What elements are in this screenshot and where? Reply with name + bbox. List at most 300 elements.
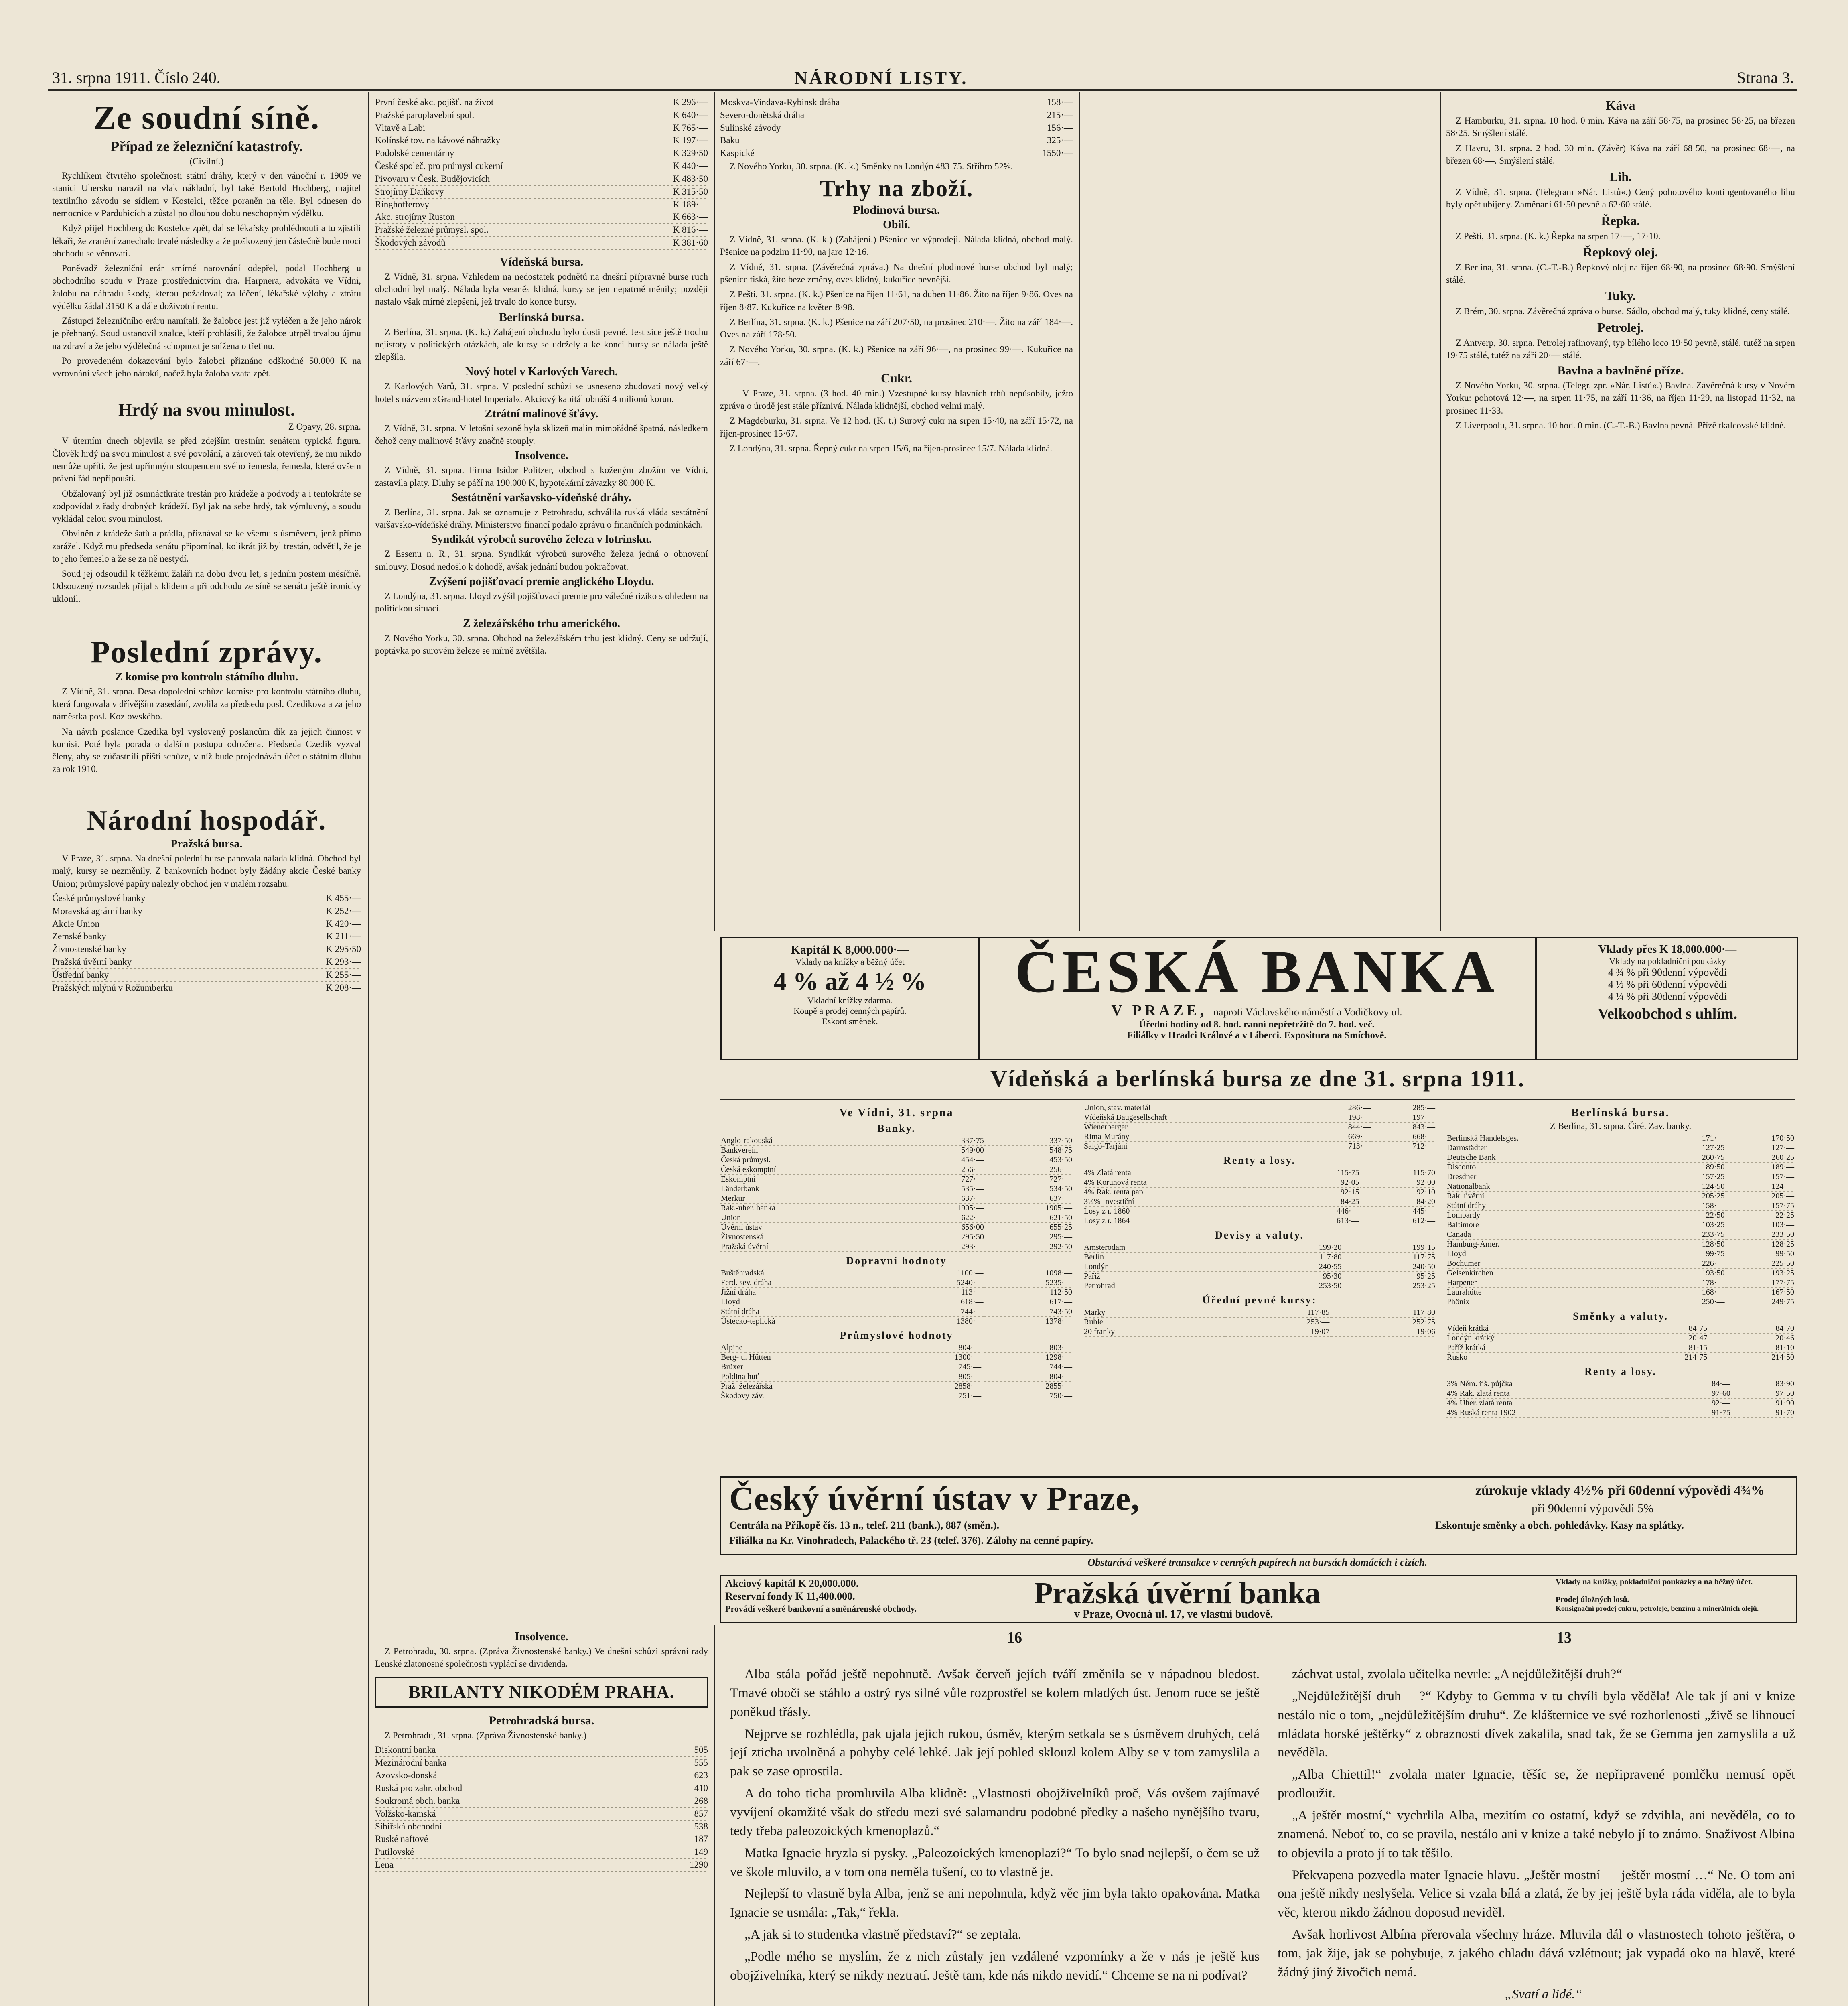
row-value: 170·50 <box>1725 1134 1795 1143</box>
quote-row: Ruské naftové 187 <box>375 1833 708 1846</box>
row-label: Laurahütte <box>1446 1288 1656 1297</box>
article-title: Sestátnění varšavsko-vídeňské dráhy. <box>452 491 631 504</box>
article-paragraph: Z Nového Yorku, 30. srpna. Obchod na železářském trhu jest klidný. Ceny se udržují, poptávka po surovém železe se mírně zvětšila. <box>375 633 708 656</box>
ad-rate-line: 4 ¾ % při 90denní výpovědi <box>1608 966 1727 978</box>
novel-paragraph: „Nejdůležitější druh —?“ Kdyby to Gemma v tu chvíli byla věděla! Ale tak jí ani v knize nestálo nic o tom, „nejdůležitějším druhu“. Ze klášternice ve své rozhorlenosti „živě se lihnoucí mládata horské ještěrky“ z obraznosti dívek zakalila, snad tak, že se Gemma jen zamyslila a už nevěděla. <box>1278 1689 1795 1760</box>
table-row <box>1446 1324 1795 1334</box>
row-value: 621·50 <box>985 1213 1073 1223</box>
issue-date: 31. srpna 1911. Číslo 240. <box>52 69 221 87</box>
novel-paragraph: „Podle mého se myslím, že z nich zůstaly jen vzdálené vzpomínky a že v nás je ještě kus obojživelníka, který se nikdy neztratí. Ještě tam, kde nás nikdo nevidí.“ Chceme se na ni podívat? <box>730 1949 1260 1983</box>
row-label: Buštěhradská <box>720 1269 895 1278</box>
row-label: Disconto <box>1446 1163 1656 1172</box>
row-value: 1905·— <box>897 1204 985 1213</box>
article-paragraph: Z Berlína, 31. srpna. (K. k.) Pšenice na září 207·50, na prosinec 210·—. Žito na září 184·—. Oves na září 178·50. <box>720 317 1073 340</box>
row-value: 84·20 <box>1360 1197 1436 1207</box>
ad-interest-rate: 4 % až 4 ½ % <box>773 967 927 995</box>
row-value: 157·25 <box>1656 1172 1726 1182</box>
ceska-banka-ad <box>720 937 1798 1060</box>
row-label: Marky <box>1083 1308 1225 1318</box>
row-value: 158·— <box>1656 1201 1726 1211</box>
quote-row: Soukromá obch. banka 268 <box>375 1795 708 1808</box>
table-row <box>720 1165 1073 1175</box>
ad-line: Vkladní knížky zdarma. <box>807 995 893 1006</box>
row-value: 844·— <box>1307 1123 1372 1132</box>
article-title: Insolvence. <box>515 449 568 462</box>
column-bursa-news <box>375 96 708 931</box>
article-dateline: Z Opavy, 28. srpna. <box>288 422 361 432</box>
table-row <box>1446 1143 1795 1153</box>
row-value: 177·75 <box>1725 1278 1795 1288</box>
row-value: 1100·— <box>895 1269 984 1278</box>
table-subheading: Úřední pevné kursy: <box>1202 1294 1317 1306</box>
row-value: 256·— <box>985 1165 1073 1175</box>
article-paragraph: Obžalovaný byl již osmnáctkráte trestán pro krádeže a podvody a i tentokráte se zodpovídal z řady drobných krádeží. Byl jak na sebe hrdý, tak výmluvný, a soudu vykládal celou svou minulost. <box>52 488 361 524</box>
bank-rate: při 90denní výpovědi 5% <box>1532 1502 1654 1515</box>
row-label: Eskomptní <box>720 1175 897 1184</box>
table-row <box>1083 1113 1436 1123</box>
data-table <box>1446 1324 1795 1362</box>
quote-row: Sibiřská obchodní 538 <box>375 1821 708 1833</box>
quote-row: České průmyslové banky K 455·— <box>52 892 361 905</box>
row-value: 669·— <box>1307 1132 1372 1142</box>
column-markets <box>1446 96 1795 931</box>
row-value: 534·50 <box>985 1184 1073 1194</box>
row-value: 225·50 <box>1725 1259 1795 1269</box>
table-row <box>1446 1269 1795 1278</box>
table-subheading: Z Berlína, 31. srpna. Čiré. Zav. banky. <box>1550 1121 1692 1131</box>
row-value: 286·— <box>1307 1103 1372 1113</box>
table-row <box>1083 1308 1436 1318</box>
feuilleton-page-number: 13 <box>1556 1629 1572 1646</box>
row-value: 256·— <box>897 1165 985 1175</box>
table-row <box>720 1391 1073 1401</box>
row-label: Rak.-uher. banka <box>720 1204 897 1213</box>
row-value: 91·90 <box>1731 1399 1795 1408</box>
table-row <box>1083 1188 1436 1197</box>
article-paragraph: Z Vídně, 31. srpna. V letošní sezoně byla sklizeň malin mimořádně špatná, následkem čehož ceny malinové šťávy značně stouply. <box>375 423 708 446</box>
quote-row: Strojírny Daňkovy K 315·50 <box>375 186 708 199</box>
quote-row: První české akc. pojišť. na život K 296·— <box>375 96 708 109</box>
ad-line: Provádí veškeré bankovní a směnárenské obchody. <box>725 1604 917 1614</box>
row-label: Anglo-rakouská <box>720 1136 897 1146</box>
data-table <box>720 1269 1073 1326</box>
row-label: Alpine <box>720 1343 891 1353</box>
article-paragraph: V Praze, 31. srpna. Na dnešní polední burse panovala nálada klidná. Obchod byl malý, kursy se nezměnily. Z bankovních hodnot byly žádány akcie České banky Union; průmyslové papíry nalezly obchod jen v malém rozsahu. <box>52 853 361 889</box>
table-row <box>720 1146 1073 1155</box>
row-value: 124·50 <box>1656 1182 1726 1192</box>
bank-name: Český úvěrní ústav v Praze, <box>729 1480 1140 1517</box>
article-title: Vídeňská bursa. <box>499 255 584 268</box>
bursa-title: Vídeňská a berlínská bursa ze dne 31. srpna 1911. <box>990 1066 1525 1092</box>
row-value: 1380·— <box>895 1317 984 1326</box>
row-label: Londýn <box>1083 1262 1249 1272</box>
row-label: Pražská úvěrní <box>720 1242 897 1252</box>
table-row <box>1446 1153 1795 1163</box>
table-row <box>720 1362 1073 1372</box>
table-row <box>720 1307 1073 1317</box>
table-row <box>1446 1163 1795 1172</box>
row-value: 260·25 <box>1725 1153 1795 1163</box>
row-label: Ústecko-teplická <box>720 1317 895 1326</box>
quote-row: Putilovské 149 <box>375 1846 708 1859</box>
masthead: NÁRODNÍ LISTY. <box>794 68 968 88</box>
row-label: Škodovy záv. <box>720 1391 891 1401</box>
article-title: Nový hotel v Karlových Varech. <box>465 365 618 378</box>
row-label: Lombardy <box>1446 1211 1656 1220</box>
table-subheading: Renty a losy. <box>1223 1155 1296 1166</box>
table-row <box>720 1269 1073 1278</box>
row-value: 535·— <box>897 1184 985 1194</box>
table-row <box>720 1353 1073 1362</box>
bank-name: Pražská úvěrní banka <box>1034 1576 1321 1610</box>
row-value: 92·— <box>1667 1399 1731 1408</box>
row-value: 618·— <box>895 1297 984 1307</box>
row-label: Česká eskomptní <box>720 1165 897 1175</box>
article-paragraph: Z Karlových Varů, 31. srpna. V poslední schůzi se usneseno zbudovati nový velký hotel s názvem »Grand-hotel Imperial«. Akciový kapitál obnáší 4 milionů korun. <box>375 381 708 404</box>
row-label: Länderbank <box>720 1184 897 1194</box>
table-row <box>720 1317 1073 1326</box>
quote-row: Moskva-Vindava-Rybinsk dráha 158·— <box>720 96 1073 109</box>
quote-row: Azovsko-donská 623 <box>375 1769 708 1782</box>
quote-row: Volžsko-kamská 857 <box>375 1808 708 1821</box>
row-value: 2858·— <box>891 1382 982 1391</box>
row-label: Dresdner <box>1446 1172 1656 1182</box>
ad-capital-block <box>722 938 980 1059</box>
quote-row: Zemské banky K 211·— <box>52 930 361 943</box>
bank-service: Eskontuje směnky a obch. pohledávky. Kasy na splátky. <box>1435 1519 1684 1531</box>
table-row <box>1083 1103 1436 1113</box>
data-table <box>1083 1103 1436 1151</box>
table-row <box>1083 1142 1436 1151</box>
table-row <box>1083 1197 1436 1207</box>
bank-name: ČESKÁ BANKA <box>1015 938 1499 1005</box>
table-subheading: Dopravní hodnoty <box>846 1255 947 1267</box>
row-value: 127·25 <box>1656 1143 1726 1153</box>
article-title: Řepka. <box>1601 213 1640 228</box>
vienna-table <box>720 1103 1073 1464</box>
row-value: 745·— <box>891 1362 982 1372</box>
table-subheading: Průmyslové hodnoty <box>840 1330 953 1341</box>
row-label: Ruble <box>1083 1318 1225 1327</box>
row-value: 445·— <box>1360 1207 1436 1216</box>
row-value: 197·— <box>1371 1113 1436 1123</box>
ad-line: Koupě a prodej cenných papírů. <box>793 1006 907 1016</box>
table-row <box>1446 1211 1795 1220</box>
row-value: 99·50 <box>1725 1249 1795 1259</box>
article-title: Cukr. <box>881 370 912 385</box>
table-row <box>720 1382 1073 1391</box>
table-row <box>1446 1201 1795 1211</box>
article-paragraph: Z Petrohradu, 31. srpna. (Zpráva Živnostenské banky.) <box>385 1730 587 1740</box>
quote-row: Škodových závodů K 381·60 <box>375 237 708 250</box>
quote-row: Pražských mlýnů v Rožumberku K 208·— <box>52 982 361 995</box>
column-rule <box>714 1625 715 2006</box>
data-table <box>1083 1243 1436 1291</box>
quote-row: Akc. strojírny Ruston K 663·— <box>375 211 708 224</box>
row-value: 91·70 <box>1731 1408 1795 1418</box>
feuilleton-left <box>730 1665 1260 2006</box>
column-rule <box>1440 92 1441 931</box>
table-row <box>1446 1288 1795 1297</box>
article-paragraph: Když přijel Hochberg do Kostelce zpět, dal se lékařsky prohlédnouti a tu zjistili lékaři, že zranění zanechalo trvalé následky a že poškozený jen částečně bude moci obchodu se věnovati. <box>52 223 361 258</box>
bank-city: V PRAZE, <box>1111 1002 1207 1019</box>
row-label: Bankverein <box>720 1146 897 1155</box>
row-value: 253·50 <box>1249 1281 1343 1291</box>
row-value: 655·25 <box>985 1223 1073 1232</box>
row-value: 22·25 <box>1725 1211 1795 1220</box>
row-value: 253·— <box>1225 1318 1331 1327</box>
row-label: 4% Rak. renta pap. <box>1083 1188 1284 1197</box>
row-value: 168·— <box>1656 1288 1726 1297</box>
data-table <box>720 1343 1073 1401</box>
quote-row: Vltavě a Labi K 765·— <box>375 122 708 135</box>
row-value: 613·— <box>1284 1216 1360 1226</box>
article-paragraph: Z Petrohradu, 30. srpna. (Zpráva Živnostenské banky.) Ve dnešní schůzi správní rady Lenské zlatonosné společnosti vyplácí se dividenda. <box>375 1646 708 1669</box>
article-paragraph: — V Praze, 31. srpna. (3 hod. 40 min.) Vzestupné kursy hlavních trhů nepůsobily, ježto zpráva o úrodě jest stále příznivá. Nálada klidnější, obchod velmi malý. <box>720 388 1073 411</box>
bank-address: Centrála na Příkopě čís. 13 n., telef. 211 (bank.), 887 (směn.). <box>729 1519 1000 1531</box>
row-label: Státní dráhy <box>1446 1201 1656 1211</box>
row-value: 750·— <box>982 1391 1073 1401</box>
table-row <box>1446 1278 1795 1288</box>
article-title: Berlínská bursa. <box>499 310 584 324</box>
table-row <box>720 1372 1073 1382</box>
table-row <box>1446 1334 1795 1343</box>
article-paragraph: Rychlíkem čtvrtého společnosti státní dráhy, který v den vánoční r. 1909 ve stanici Uhersku narazil na vlak nákladní, byl také Bertold Hochberg, majitel textilního závodu se sídlem v Kostelci, těžce poraněn na těle. Byl odnesen do nemocnice v Pardubicích a zůstal po dlouhou dobu neschopným výdělku. <box>52 171 361 218</box>
article-subtitle: Plodinová bursa. <box>853 203 940 217</box>
row-value: 84·25 <box>1284 1197 1360 1207</box>
row-label: 4% Zlatá renta <box>1083 1168 1284 1178</box>
article-title: Syndikát výrobců surového železa v lotrinsku. <box>431 533 652 546</box>
article-paragraph: Z Nového Yorku, 30. srpna. (Telegr. zpr. »Nár. Listů«.) Bavlna. Závěrečná kursy v Novém Yorku: pohotová 12·—, na srpen 11·75, na září 11·36, na říjen 11·29, na listopad 11·32, na prosinec 11·33. <box>1446 380 1795 416</box>
row-value: 5235·— <box>984 1278 1073 1288</box>
row-value: 97·60 <box>1667 1389 1731 1399</box>
section-title: Národní hospodář. <box>87 805 327 836</box>
article-title: Petrohradská bursa. <box>489 1714 594 1727</box>
article-paragraph: Z Nového Yorku, 30. srpna. (K. k.) Pšenice na září 96·—, na prosinec 99·—. Kukuřice na září 67·—. <box>720 344 1073 367</box>
row-label: Rak. úvěrní <box>1446 1192 1656 1201</box>
row-value: 1298·— <box>982 1353 1073 1362</box>
column-rule <box>1079 92 1080 931</box>
ad-line: Prodej úložných losů. <box>1556 1595 1629 1604</box>
ad-rate-line: 4 ¼ % při 30denní výpovědi <box>1608 991 1727 1002</box>
table-row <box>1446 1172 1795 1182</box>
row-value: 128·25 <box>1725 1240 1795 1249</box>
row-label: Petrohrad <box>1083 1281 1249 1291</box>
row-value: 656·00 <box>897 1223 985 1232</box>
novel-paragraph: „A ještěr mostní,“ vychrlila Alba, mezitím co ostatní, když se zdvihla, ani nevěděla, co to znamená. Neboť to, co se pravila, nestálo ani v knize a také nebylo jí to známo. Snaživost Albina to objevila a proto jí to tak těšilo. <box>1278 1808 1795 1860</box>
row-value: 117·80 <box>1330 1308 1436 1318</box>
table-row <box>1083 1253 1436 1262</box>
row-value: 253·25 <box>1342 1281 1436 1291</box>
article-paragraph: Zástupci železničního eráru namítali, že žalobce jest již vyléčen a že jeho nárok je přehnaný. Soud ustanovil znalce, kteří prohlásili, že žalobce utrpěl trvalou újmu na zdraví a že jeho výdělečná schopnost je snížena o třetinu. <box>52 316 361 351</box>
article-paragraph: Poněvadž železniční erár smírné narovnání odepřel, podal Hochberg u obchodního soudu v Praze prostřednictvím dra. Harpnera, advokáta ve Vídni, žalobu na náhradu škody, kterou požadoval; za léčení, lékařské výlohy a ztrátu výdělku žádal 3150 K a dále doživotní rentu. <box>52 263 361 311</box>
row-value: 92·15 <box>1284 1188 1360 1197</box>
row-value: 240·55 <box>1249 1262 1343 1272</box>
row-value: 295·50 <box>897 1232 985 1242</box>
novel-paragraph: Alba stála pořád ještě nepohnutě. Avšak červeň jejích tváří změnila se v nápadnou bledost. Tmavé oboči se stáhlo a ostrý rys silné vůle rozprostřel se kolem mladých úst. Jenom ruce se ještě poněkud třásly. <box>730 1667 1260 1719</box>
row-value: 95·25 <box>1342 1272 1436 1281</box>
row-value: 453·50 <box>985 1155 1073 1165</box>
column-rule <box>368 92 369 2006</box>
section-title: Ze soudní síně. <box>93 99 320 136</box>
row-value: 454·— <box>897 1155 985 1165</box>
row-label: Berlín <box>1083 1253 1249 1262</box>
row-value: 292·50 <box>985 1242 1073 1252</box>
quote-row: Ústřední banky K 255·— <box>52 969 361 982</box>
table-row <box>1446 1353 1795 1362</box>
ad-bank-name-block <box>980 938 1534 1059</box>
novel-footer: „Svatí a lidé.“ <box>1505 1987 1582 2002</box>
table-row <box>1446 1343 1795 1353</box>
row-value: 233·50 <box>1725 1230 1795 1240</box>
row-label: Brüxer <box>720 1362 891 1372</box>
row-label: 4% Korunová renta <box>1083 1178 1284 1188</box>
section-title: Poslední zprávy. <box>90 634 323 669</box>
bank-branches: Filiálky v Hradci Králové a v Liberci. Expositura na Smíchově. <box>1127 1030 1387 1041</box>
bank-branch: Filiálka na Kr. Vinohradech, Palackého tř. 23 (telef. 376). Zálohy na cenné papíry. <box>729 1535 1093 1546</box>
row-value: 19·06 <box>1330 1327 1436 1337</box>
row-value: 205·— <box>1725 1192 1795 1201</box>
quote-row: Podolské cementárny K 329·50 <box>375 147 708 160</box>
row-value: 214·75 <box>1621 1353 1708 1362</box>
row-value: 805·— <box>891 1372 982 1382</box>
data-table <box>1446 1134 1795 1307</box>
bank-address: naproti Václavského náměstí a Vodičkovy ul. <box>1213 1006 1402 1018</box>
article-title: Hrdý na svou minulost. <box>118 400 295 420</box>
row-label: 4% Uher. zlatá renta <box>1446 1399 1667 1408</box>
article-paragraph: Z Vídně, 31. srpna. (Závěrečná zpráva.) Na dnešní plodinové burse obchod byl malý; pšenice tiská, žito beze změny, oves klidný, kukuřice pevnější. <box>720 262 1073 285</box>
table-row <box>720 1194 1073 1204</box>
row-value: 84·75 <box>1621 1324 1708 1334</box>
row-value: 744·— <box>895 1307 984 1317</box>
row-label: Salgó-Tarjáni <box>1083 1142 1307 1151</box>
table-subheading: Směnky a valuty. <box>1573 1310 1668 1322</box>
row-value: 804·— <box>891 1343 982 1353</box>
article-title: Káva <box>1606 98 1635 112</box>
row-label: Jižní dráha <box>720 1288 895 1297</box>
page-number: Strana 3. <box>1737 69 1794 87</box>
article-paragraph: Soud jej odsoudil k těžkému žaláři na dobu dvou let, s jedním postem měsíčně. Odsouzený rozsudek přijal s klidem a při odchodu ze síně se senátu ještě ironicky uklonil. <box>52 569 361 604</box>
row-value: 189·— <box>1725 1163 1795 1172</box>
row-label: Wienerberger <box>1083 1123 1307 1132</box>
bank-rate: zúrokuje vklady 4½% při 60denní výpovědi 4¾% <box>1475 1483 1765 1498</box>
row-value: 252·75 <box>1330 1318 1436 1327</box>
row-value: 157·— <box>1725 1172 1795 1182</box>
quote-row: Kaspické 1550·— <box>720 147 1073 160</box>
row-value: 127·— <box>1725 1143 1795 1153</box>
section-title: Trhy na zboží. <box>820 175 974 202</box>
row-value: 20·46 <box>1708 1334 1795 1343</box>
row-value: 637·— <box>897 1194 985 1204</box>
row-label: Losy z r. 1864 <box>1083 1216 1284 1226</box>
novel-paragraph: Nejprve se rozhlédla, pak ujala jejich rukou, úsměv, kterým setkala se s úsměvem druhých, celá její zticha uvolněná a pohyby celé lehké. Jak její pohled sklouzl kolem Alby se v tom zamyslila a pak se zase oprostila. <box>730 1726 1260 1779</box>
table-row <box>1083 1262 1436 1272</box>
row-value: 91·75 <box>1667 1408 1731 1418</box>
row-label: Státní dráha <box>720 1307 895 1317</box>
row-label: 4% Ruská renta 1902 <box>1446 1408 1667 1418</box>
table-row <box>1446 1297 1795 1307</box>
table-heading: Ve Vídni, 31. srpna <box>839 1107 954 1119</box>
row-value: 19·07 <box>1225 1327 1331 1337</box>
article-paragraph: Z Havru, 31. srpna. 2 hod. 30 min. (Závěr) Káva na září 68·50, na prosinec 68·—, na březen 68·—. Smýšlení stálé. <box>1446 143 1795 166</box>
row-label: Poldina huť <box>720 1372 891 1382</box>
quote-row: Mezinárodní banka 555 <box>375 1757 708 1770</box>
row-value: 293·— <box>897 1242 985 1252</box>
row-value: 193·50 <box>1656 1269 1726 1278</box>
table-row <box>720 1184 1073 1194</box>
row-value: 128·50 <box>1656 1240 1726 1249</box>
row-label: Berg- u. Hütten <box>720 1353 891 1362</box>
row-value: 199·20 <box>1249 1243 1343 1253</box>
article-subtitle: Případ ze železniční katastrofy. <box>110 138 303 155</box>
article-paragraph: V úterním dnech objevila se před zdejším trestním senátem typická figura. Člověk hrdý na svou minulost a své povolání, a zároveň tak otevřený, že mu nikdo nemůže upříti, že jest upřímným stoupencem svého řemesla, řemesla, které ovšem právní řád nepřipouští. <box>52 436 361 484</box>
row-label: Úvěrní ústav <box>720 1223 897 1232</box>
article-paragraph: Z Berlína, 31. srpna. (C.-T.-B.) Řepkový olej na říjen 68·90, na prosinec 68·90. Smýšlení stálé. <box>1446 262 1795 285</box>
row-label: 20 franky <box>1083 1327 1225 1337</box>
row-value: 549·00 <box>897 1146 985 1155</box>
row-label: Vídeňská Baugesellschaft <box>1083 1113 1307 1123</box>
row-label: Amsterodam <box>1083 1243 1249 1253</box>
row-value: 99·75 <box>1656 1249 1726 1259</box>
row-value: 743·50 <box>984 1307 1073 1317</box>
middle-table <box>1083 1103 1436 1464</box>
article-note: (Civilní.) <box>189 156 224 167</box>
row-value: 22·50 <box>1656 1211 1726 1220</box>
table-row <box>1446 1389 1795 1399</box>
table-row <box>1446 1259 1795 1269</box>
row-value: 249·75 <box>1725 1297 1795 1307</box>
quote-row: Sulinské závody 156·— <box>720 122 1073 135</box>
novel-paragraph: „A jak si to studentka vlastně představí?“ se zeptala. <box>744 1927 1022 1942</box>
quote-row: Pražské železné průmysl. spol. K 816·— <box>375 224 708 237</box>
row-value: 744·— <box>982 1362 1073 1372</box>
row-value: 250·— <box>1656 1297 1726 1307</box>
data-table <box>1083 1308 1436 1337</box>
row-value: 843·— <box>1371 1123 1436 1132</box>
table-row <box>720 1232 1073 1242</box>
article-paragraph: Z Vídně, 31. srpna. (Telegram »Nár. Listů«.) Cený pohotového kontingentovaného lihu byly opět ubíjeny. Zaměnaní 61·50 pevně a 62·60 stálé. <box>1446 187 1795 210</box>
row-value: 103·25 <box>1656 1220 1726 1230</box>
novel-paragraph: záchvat ustal, zvolala učitelka nevrle: „A nejdůležitější druh?“ <box>1292 1667 1622 1681</box>
row-value: 113·— <box>895 1288 984 1297</box>
row-value: 112·50 <box>984 1288 1073 1297</box>
table-row <box>1083 1132 1436 1142</box>
quote-row: Ruská pro zahr. obchod 410 <box>375 1782 708 1795</box>
row-label: Živnostenská <box>720 1232 897 1242</box>
data-table <box>720 1136 1073 1252</box>
article-paragraph: Z Berlína, 31. srpna. Jak se oznamuje z Petrohradu, schválila ruská vláda sestátnění varšavsko-vídeňské dráhy. Ministerstvo financí podalo zprávu o finančních podmínkách. <box>375 507 708 530</box>
row-value: 446·— <box>1284 1207 1360 1216</box>
article-paragraph: Z Nového Yorku, 30. srpna. (K. k.) Směnky na Londýn 483·75. Stříbro 52⅝. <box>730 161 1013 172</box>
table-row <box>720 1155 1073 1165</box>
row-value: 233·75 <box>1656 1230 1726 1240</box>
table-row <box>720 1343 1073 1353</box>
row-value: 214·50 <box>1708 1353 1795 1362</box>
table-subheading: Devisy a valuty. <box>1215 1229 1304 1241</box>
row-value: 189·50 <box>1656 1163 1726 1172</box>
row-label: Union <box>720 1213 897 1223</box>
table-rule <box>720 1099 1795 1100</box>
column-rule <box>714 92 715 931</box>
prazska-banka-ad <box>720 1575 1797 1623</box>
table-row <box>1083 1327 1436 1337</box>
row-value: 240·50 <box>1342 1262 1436 1272</box>
row-value: 198·— <box>1307 1113 1372 1123</box>
table-row <box>1446 1379 1795 1389</box>
article-paragraph: Z Hamburku, 31. srpna. 10 hod. 0 min. Káva na září 58·75, na prosinec 58·25, na březen 58·25. Smýšlení stálé. <box>1446 116 1795 138</box>
row-value: 804·— <box>982 1372 1073 1382</box>
ad-line: Eskont směnek. <box>822 1016 878 1027</box>
